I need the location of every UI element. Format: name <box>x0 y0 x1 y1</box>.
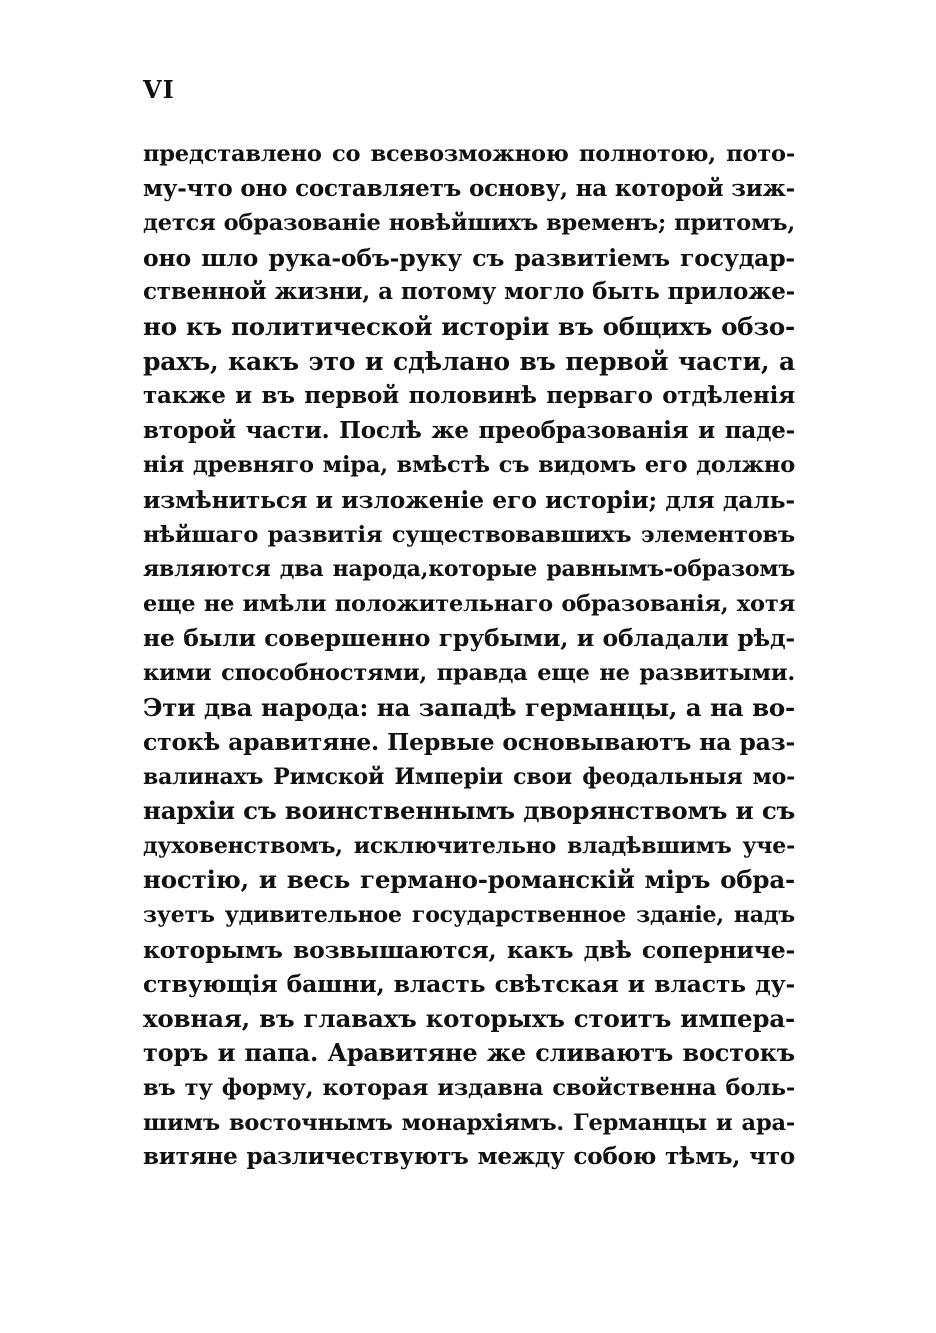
text-line: Эти два народа: на западѣ германцы, а на во- <box>143 692 795 722</box>
text-line: рахъ, какъ это и сдѣлано въ первой части, а <box>143 346 795 376</box>
text-line: зуетъ удивительное государственное зданіе, надъ <box>143 902 795 929</box>
text-line: ствующія башни, власть свѣтская и власть ду- <box>143 970 795 999</box>
text-line: нархіи съ воинственнымъ дворянствомъ и съ <box>143 796 796 826</box>
text-line: кими способностями, правда еще не развитыми. <box>143 659 795 686</box>
text-line: витяне различествуютъ между собою тѣмъ, что <box>143 1143 795 1171</box>
body-text <box>143 137 795 1175</box>
text-line: духовенствомъ, исключительно владѣвшимъ уче- <box>143 832 795 859</box>
text-line: не были совершенно грубыми, и обладали рѣд- <box>143 624 795 653</box>
text-line: му-что оно составляетъ основу, на которой зиж- <box>143 174 795 202</box>
text-line: еще не имѣли положительнаго образованія, хотя <box>143 590 795 617</box>
text-line: оно шло рука-объ-руку съ развитіемъ государ- <box>143 243 795 272</box>
text-line: шимъ восточнымъ монархіямъ. Германцы и ара- <box>143 1109 795 1136</box>
text-line: валинахъ Римской Имперіи свои феодальныя мо- <box>143 763 795 790</box>
text-line: измѣниться и изложеніе его исторіи; для даль- <box>143 485 795 514</box>
text-line: которымъ возвышаются, какъ двѣ соперниче- <box>143 935 795 964</box>
text-line: но къ политической исторіи въ общихъ обзо- <box>143 311 795 341</box>
text-line: нія древняго міра, вмѣстѣ съ видомъ его должно <box>143 452 795 479</box>
text-line: представлено со всевозможною полнотою, пото- <box>143 141 795 167</box>
text-line: торъ и папа. Аравитяне же сливаютъ востокъ <box>143 1038 795 1068</box>
text-line: ностію, и весь германо-романскій міръ обра- <box>143 865 795 895</box>
text-line: въ ту форму, которая издавна свойственна боль- <box>143 1075 795 1102</box>
text-line: дется образованіе новѣйшихъ временъ; притомъ, <box>143 210 795 237</box>
text-line: нѣйшаго развитія существовавшихъ элементовъ <box>143 521 795 548</box>
text-line: являются два народа,которые равнымъ-образомъ <box>143 556 795 583</box>
text-line: стокѣ аравитяне. Первые основываютъ на раз- <box>143 728 795 757</box>
text-line: ственной жизни, а потому могло быть приложе- <box>143 278 795 306</box>
text-line: второй части. Послѣ же преобразованія и паде- <box>143 416 795 444</box>
text-line: ховная, въ главахъ которыхъ стоитъ импера- <box>143 1003 795 1033</box>
page-number: VI <box>143 75 175 104</box>
text-line: также и въ первой половинѣ перваго отдѣленія <box>143 382 795 410</box>
